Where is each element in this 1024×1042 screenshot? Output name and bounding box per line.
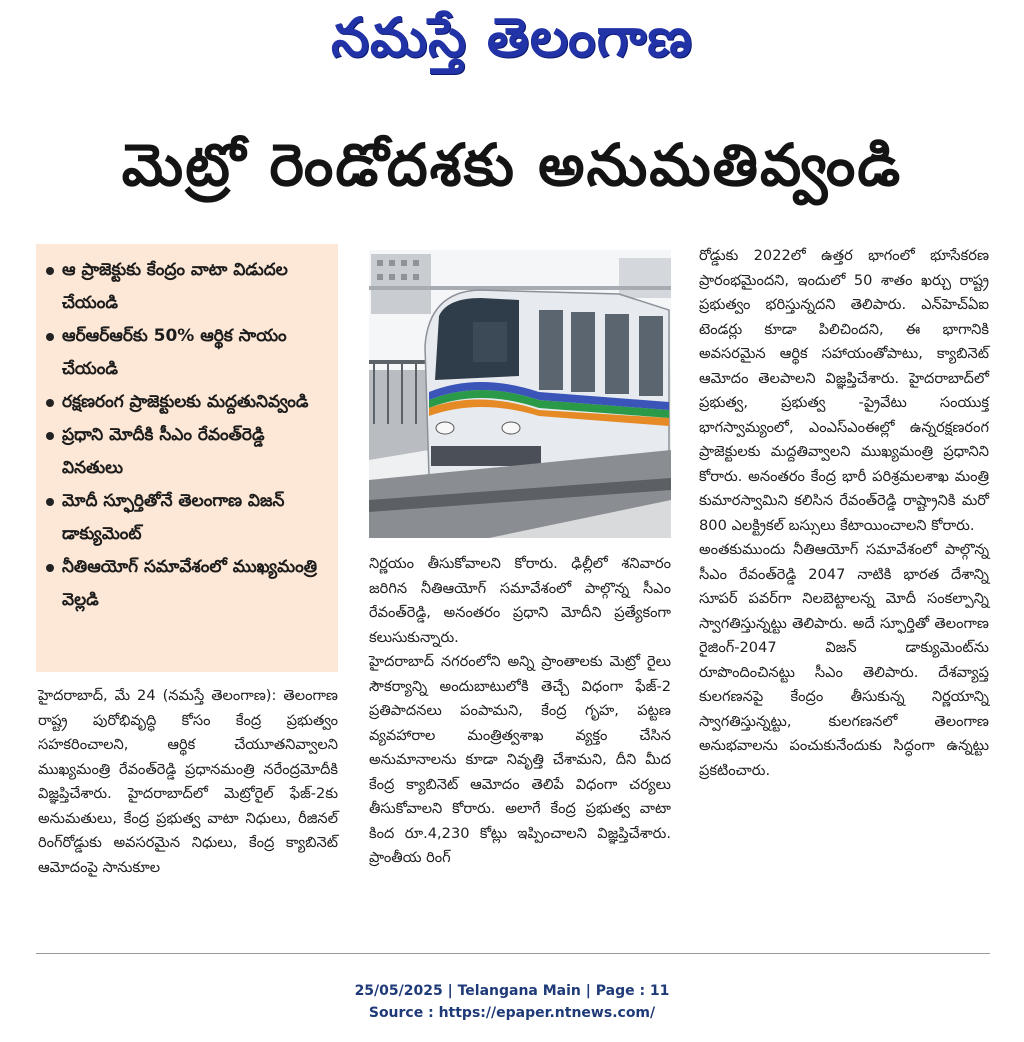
footer (0, 980, 1024, 1024)
masthead (0, 5, 1024, 80)
highlight-item: నీతిఆయోగ్ సమావేశంలో ముఖ్యమంత్రి వెల్లడి (62, 551, 328, 617)
article-paragraph: రోడ్డుకు 2022లో ఉత్తర భాగంలో భూసేకరణ ప్రారంభమైందని, ఇందులో 50 శాతం ఖర్చు రాష్ట్ర ప్రభుత్వం భరిస్తున్నదని తెలిపారు. ఎన్‌హెచ్‌ఏఐ టెండర్లు కూడా పిలిచిందని, ఈ భాగానికి అవసరమైన ఆర్థిక సహాయంతోపాటు, క్యాబినెట్ ఆమోదం తెలపాలని విజ్ఞప్తిచేశారు. హైదరాబాద్‌లో ప్రభుత్వ, ప్రభుత్వ -ప్రైవేటు సంయుక్త భాగస్వామ్యంలో, ఎంఎస్‌ఎంఈల్లో ఉన్నరక్షణరంగ ప్రాజెక్టులకు మద్దతివ్వాలని ముఖ్యమంత్రి ప్రధానిని కోరారు. అనంతరం కేంద్ర భారీ పరిశ్రమలశాఖ మంత్రి కుమారస్వామిని కలిసిన రేవంత్‌రెడ్డి రాష్ట్రానికి మరో 800 ఎలక్ట్రికల్ బస్సులు కేటాయించాలని కోరారు. (699, 247, 989, 534)
highlight-item: ఆ ప్రాజెక్టుకు కేంద్రం వాటా విడుదల చేయండి (62, 254, 328, 320)
article-paragraph: నిర్ణయం తీసుకోవాలని కోరారు. ఢిల్లీలో శనివారం జరిగిన నీతిఆయోగ్ సమావేశంలో పాల్గొన్న సీఎం రేవంత్‌రెడ్డి, అనంతరం ప్రధాని మోదీని ప్రత్యేకంగా కలుసుకున్నారు. (369, 555, 671, 646)
headline (0, 124, 1024, 220)
footer-dateline: 25/05/2025 | Telangana Main | Page : 11 (354, 983, 670, 999)
article-column-1 (38, 684, 338, 880)
highlights-box (36, 244, 338, 672)
article-paragraph: హైదరాబాద్, మే 24 (నమస్తే తెలంగాణ): తెలంగాణ రాష్ట్ర పురోభివృద్ధి కోసం కేంద్ర ప్రభుత్వం సహకరించాలని, ఆర్థిక చేయూతనివ్వాలని ముఖ్యమంత్రి రేవంత్‌రెడ్డి ప్రధానమంత్రి నరేంద్రమోదీకి విజ్ఞప్తిచేశారు. హైదరాబాద్‌లో మెట్రోరైల్ ఫేజ్-2కు అనుమతులు, కేంద్ర ప్రభుత్వ వాటా నిధులు, రీజినల్ రింగ్‌రోడ్డుకు అవసరమైన నిధులు, కేంద్ర క్యాబినెట్ ఆమోదంపై సానుకూల (38, 687, 338, 876)
newspaper-logo: నమస్తే తెలంగాణ (331, 5, 693, 69)
highlight-item: రక్షణరంగ ప్రాజెక్టులకు మద్దతునివ్వండి (62, 386, 328, 419)
footer-divider (36, 953, 990, 954)
highlight-item: ప్రధాని మోదీకి సీఎం రేవంత్‌రెడ్డి వినతులు (62, 419, 328, 485)
bullet-icon (46, 498, 54, 506)
highlight-item: మోదీ స్ఫూర్తితోనే తెలంగాణ విజన్ డాక్యుమెంట్ (62, 485, 328, 551)
bullet-icon (46, 333, 54, 341)
headline-text: మెట్రో రెండోదశకు అనుమతివ్వండి (121, 130, 903, 199)
article-column-3 (699, 244, 989, 783)
article-paragraph: అంతకుముందు నీతిఆయోగ్ సమావేశంలో పాల్గొన్న సీఎం రేవంత్‌రెడ్డి 2047 నాటికి భారత దేశాన్ని సూపర్ పవర్‌గా నిలబెట్టాలన్న మోదీ సంకల్పాన్ని స్వాగతిస్తున్నట్టు తెలిపారు. అదే స్ఫూర్తితో తెలంగాణ రైజింగ్-2047 విజన్ డాక్యుమెంట్‌ను రూపొందించినట్టు సీఎం తెలిపారు. దేశవ్యాప్త కులగణనపై కేంద్రం తీసుకున్న నిర్ణయాన్ని స్వాగతిస్తున్నట్టు, కులగణనలో తెలంగాణ అనుభవాలను పంచుకునేందుకు సిద్ధంగా ఉన్నట్టు ప్రకటించారు. (699, 541, 989, 779)
bullet-icon (46, 399, 54, 407)
metro-train-photo (369, 250, 671, 538)
article-column-2 (369, 552, 671, 871)
bullet-icon (46, 564, 54, 572)
bullet-icon (46, 432, 54, 440)
bullet-icon (46, 267, 54, 275)
highlight-item: ఆర్‌ఆర్‌ఆర్‌కు 50% ఆర్థిక సాయం చేయండి (62, 320, 328, 386)
footer-source-link[interactable]: Source : https://epaper.ntnews.com/ (368, 1005, 656, 1021)
article-paragraph: హైదరాబాద్ నగరంలోని అన్ని ప్రాంతాలకు మెట్రో రైలు సౌకర్యాన్ని అందుబాటులోకి తెచ్చే విధంగా ఫేజ్-2 ప్రతిపాదనలు పంపామని, కేంద్ర గృహ, పట్టణ వ్యవహారాల మంత్రిత్వశాఖ వ్యక్తం చేసిన అనుమానాలను కూడా నివృత్తి చేశామని, దీని మీద కేంద్ర క్యాబినెట్ ఆమోదం తెలిపే విధంగా చర్యలు తీసుకోవాలని కోరారు. అలాగే కేంద్ర ప్రభుత్వ వాటా కింద రూ.4,230 కోట్లు ఇప్పించాలని విజ్ఞప్తిచేశారు. ప్రాంతీయ రింగ్ (369, 653, 671, 866)
